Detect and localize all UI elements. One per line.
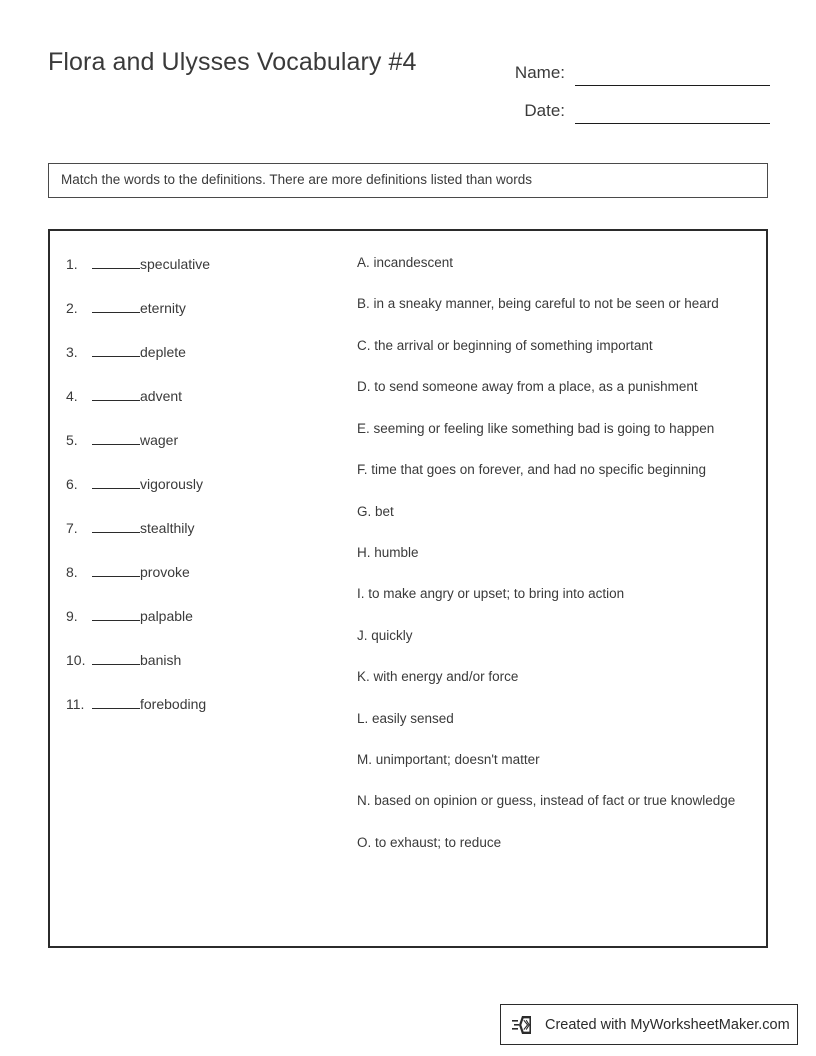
- date-input[interactable]: [575, 101, 770, 124]
- word-label: vigorously: [140, 476, 204, 492]
- date-field-row: [470, 86, 770, 124]
- definition-item: K. with energy and/or force: [357, 669, 519, 685]
- answer-blank[interactable]: [92, 693, 140, 709]
- definition-item: E. seeming or feeling like something bad is going to happen: [357, 420, 715, 436]
- matching-exercise-box: [48, 229, 768, 948]
- answer-blank[interactable]: [92, 297, 140, 313]
- word-item: [66, 473, 341, 517]
- definition-item: H. humble: [357, 544, 419, 560]
- word-label: banish: [140, 652, 182, 668]
- word-item: [66, 385, 341, 429]
- word-item: [66, 649, 341, 693]
- word-number: 8.: [66, 564, 78, 580]
- definition-item: D. to send someone away from a place, as a punishment: [357, 379, 698, 395]
- definition-item: N. based on opinion or guess, instead of fact or true knowledge: [357, 793, 736, 809]
- word-number: 3.: [66, 344, 78, 360]
- word-item: [66, 253, 341, 297]
- word-item: [66, 605, 341, 649]
- definition-item: M. unimportant; doesn't matter: [357, 752, 540, 768]
- definition-item: L. easily sensed: [357, 710, 454, 726]
- answer-blank[interactable]: [92, 473, 140, 489]
- instruction-banner: [48, 163, 768, 198]
- word-number: 5.: [66, 432, 78, 448]
- definition-item: I. to make angry or upset; to bring into action: [357, 586, 625, 602]
- student-info-block: [470, 48, 770, 124]
- name-field-row: [470, 48, 770, 86]
- definition-item: G. bet: [357, 503, 394, 519]
- definition-item: O. to exhaust; to reduce: [357, 834, 502, 850]
- word-number: 7.: [66, 520, 78, 536]
- word-item: [66, 517, 341, 561]
- word-number: 4.: [66, 388, 78, 404]
- word-label: deplete: [140, 344, 186, 360]
- word-label: advent: [140, 388, 183, 404]
- name-input[interactable]: [575, 63, 770, 86]
- answer-blank[interactable]: [92, 561, 140, 577]
- word-label: eternity: [140, 300, 186, 316]
- definition-item: C. the arrival or beginning of something important: [357, 337, 653, 353]
- answer-blank[interactable]: [92, 649, 140, 665]
- definition-item: B. in a sneaky manner, being careful to not be seen or heard: [357, 296, 719, 312]
- date-label: Date:: [524, 101, 565, 120]
- definition-item: A. incandescent: [357, 255, 454, 270]
- answer-blank[interactable]: [92, 605, 140, 621]
- word-item: [66, 341, 341, 385]
- word-label: speculative: [140, 256, 211, 272]
- answer-blank[interactable]: [92, 517, 140, 533]
- definition-list: [357, 253, 757, 854]
- name-label: Name:: [514, 63, 565, 82]
- word-number: 6.: [66, 476, 78, 492]
- word-label: palpable: [140, 608, 193, 624]
- word-label: stealthily: [140, 520, 195, 536]
- word-item: [66, 297, 341, 341]
- footer-attribution-badge[interactable]: [500, 1004, 798, 1045]
- word-number: 10.: [66, 652, 86, 668]
- word-number: 1.: [66, 256, 78, 272]
- word-label: foreboding: [140, 696, 207, 712]
- worksheet-header: [0, 0, 816, 140]
- worksheet-maker-logo-icon: [511, 1014, 537, 1036]
- word-item: [66, 693, 341, 737]
- vocabulary-word-list: [66, 253, 341, 737]
- word-number: 2.: [66, 300, 78, 316]
- definition-item: J. quickly: [357, 627, 413, 643]
- word-number: 9.: [66, 608, 78, 624]
- answer-blank[interactable]: [92, 429, 140, 445]
- word-label: provoke: [140, 564, 190, 580]
- answer-blank[interactable]: [92, 253, 140, 269]
- word-item: [66, 429, 341, 473]
- answer-blank[interactable]: [92, 385, 140, 401]
- answer-blank[interactable]: [92, 341, 140, 357]
- word-label: wager: [140, 432, 179, 448]
- page-title: Flora and Ulysses Vocabulary #4: [48, 48, 417, 76]
- word-number: 11.: [66, 696, 85, 712]
- instruction-text: Match the words to the definitions. There are more definitions listed than words: [61, 172, 532, 188]
- definition-item: F. time that goes on forever, and had no specific beginning: [357, 462, 706, 478]
- footer-attribution-text: Created with MyWorksheetMaker.com: [545, 1016, 790, 1033]
- word-item: [66, 561, 341, 605]
